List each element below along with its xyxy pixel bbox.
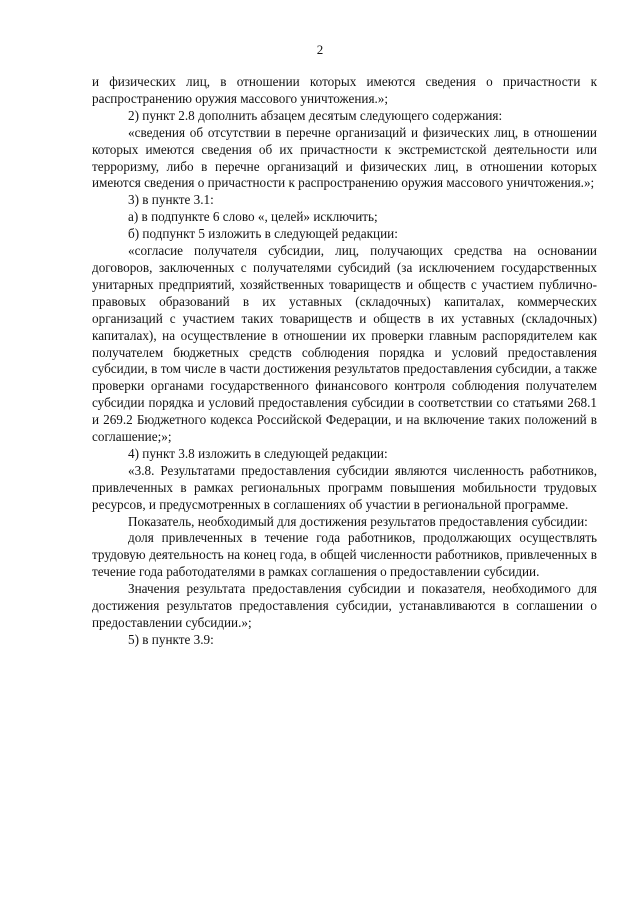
paragraph-values: Значения результата предоставления субсидии и показателя, необходимого для достижения результатов предоставления субсидии, устанавливаются в соглашении о предоставлении субсидии.»;	[92, 581, 597, 630]
paragraph-quote-list-entry: «сведения об отсутствии в перечне организаций и физических лиц, в отношении которых имеются сведения об их причастности к экстремистской деятельности или терроризму, либо в перечне организаций и физических лиц, в отношении которых имеются сведения о причастности к распространению оружия массового уничтожения.»;	[92, 124, 597, 191]
paragraph-subitem-b: б) подпункт 5 изложить в следующей редакции:	[128, 226, 398, 242]
paragraph-item-2: 2) пункт 2.8 дополнить абзацем десятым следующего содержания:	[128, 107, 503, 123]
paragraph-indicator-definition: доля привлеченных в течение года работников, продолжающих осуществлять трудовую деятельность на конец года, в общей численности работников, привлеченных в течение года работодателями в рамках соглашения о предоставлении субсидии.	[92, 530, 597, 580]
paragraph-subitem-a: а) в подпункте 6 слово «, целей» исключить;	[128, 209, 378, 225]
paragraph-indicator: Показатель, необходимый для достижения результатов предоставления субсидии:	[128, 513, 588, 529]
page-number: 2	[316, 42, 324, 57]
paragraph-item-3: 3) в пункте 3.1:	[128, 192, 214, 208]
document-body	[92, 74, 597, 649]
paragraph-item-5: 5) в пункте 3.9:	[128, 631, 214, 647]
paragraph-continuation: и физических лиц, в отношении которых имеются сведения о причастности к распространению оружия массового уничтожения.»;	[92, 74, 597, 106]
paragraph-quote-3-8: «3.8. Результатами предоставления субсидии являются численность работников, привлеченных в рамках региональных программ повышения мобильности трудовых ресурсов, и предусмотренных в соглашениях об участии в региональной программе.	[92, 462, 597, 512]
paragraph-quote-consent: «согласие получателя субсидии, лиц, получающих средства на основании договоров, заключенных с получателями субсидий (за исключением государственных унитарных предприятий, хозяйственных товариществ и обществ с участием публично-правовых образований в их уставных (складочных) капиталах, коммерческих организаций с участием таких товариществ и обществ в их уставных (складочных) капиталах), на осуществление в отношении их проверки главным распорядителем как получателем бюджетных средств соблюдения порядка и условий предоставления субсидии, в том числе в части достижения результатов предоставления субсидии, а также проверки органами государственного финансового контроля соблюдения получателем субсидии порядка и условий предоставления субсидии в соответствии со статьями 268.1 и 269.2 Бюджетного кодекса Российской Федерации, и на включение таких положений в соглашение;»;	[92, 243, 597, 445]
paragraph-item-4: 4) пункт 3.8 изложить в следующей редакции:	[128, 445, 388, 461]
